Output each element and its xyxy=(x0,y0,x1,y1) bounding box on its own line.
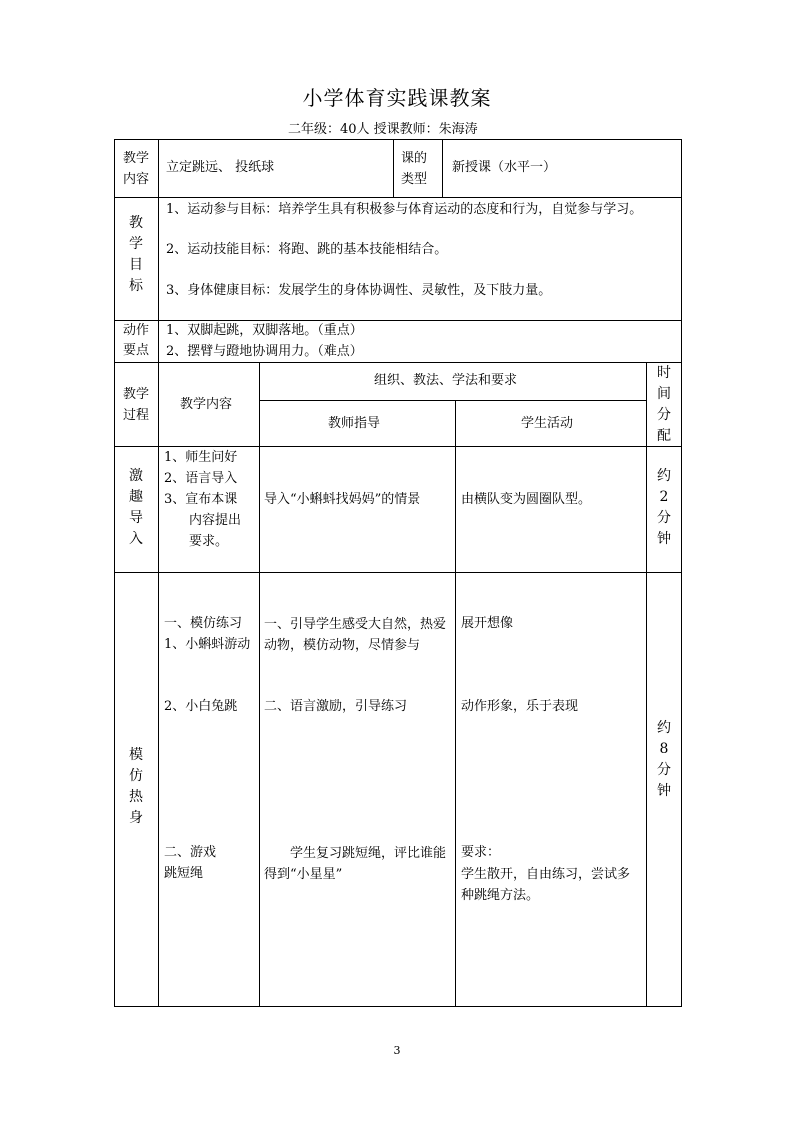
section2-time xyxy=(654,718,674,802)
section1-label-char: 趣 xyxy=(129,489,143,505)
section2-time-char: 分 xyxy=(657,762,671,778)
section2-teacher-c: 学生复习跳短绳，评比谁能得到“小星星” xyxy=(264,846,447,882)
section2-content-item: 1、小蝌蚪游动 xyxy=(164,637,251,652)
section1-student: 由横队变为圆圈队型。 xyxy=(461,492,592,507)
table-border xyxy=(114,139,115,1007)
content-value: 立定跳远、 投纸球 xyxy=(166,160,275,175)
section2-time-char: 钟 xyxy=(657,783,671,799)
section1-time-char: 2 xyxy=(659,489,669,505)
section1-time xyxy=(654,466,674,550)
time-header-char: 时 xyxy=(657,365,671,381)
section2-content-item: 跳短绳 xyxy=(164,866,204,881)
table-rule xyxy=(455,400,456,1007)
time-header-char: 间 xyxy=(657,386,671,402)
type-value: 新授课（水平一） xyxy=(452,160,557,175)
objectives-label-char: 标 xyxy=(129,278,143,294)
section1-time-char: 约 xyxy=(657,468,671,484)
section1-label xyxy=(126,466,146,550)
table-rule xyxy=(442,139,443,197)
objective-item: 2、运动技能目标：将跑、跳的基本技能相结合。 xyxy=(166,242,448,257)
section2-content-item: 二、游戏 xyxy=(164,845,217,860)
section2-label-char: 模 xyxy=(129,747,143,763)
section2-content-item: 2、小白兔跳 xyxy=(164,699,238,714)
page-number: 3 xyxy=(393,1044,401,1057)
page-title: 小学体育实践课教案 xyxy=(302,86,492,110)
table-rule xyxy=(393,139,394,197)
section1-content-item: 2、语言导入 xyxy=(164,471,238,486)
section1-content-item: 1、师生问好 xyxy=(164,450,238,465)
section1-label-char: 导 xyxy=(129,510,143,526)
section2-student-a: 展开想像 xyxy=(461,616,514,631)
objectives-label-char: 教 xyxy=(129,215,143,231)
section1-content-item: 要求。 xyxy=(189,534,229,549)
time-header-char: 分 xyxy=(657,407,671,423)
table-rule xyxy=(646,362,647,1007)
section2-label-char: 仿 xyxy=(129,768,143,784)
table-rule xyxy=(114,197,682,198)
keypoint-item: 1、双脚起跳，双脚落地。（重点） xyxy=(166,323,363,338)
section1-content-item: 3、宣布本课 xyxy=(164,492,238,507)
section2-time-char: 8 xyxy=(659,741,669,757)
type-label: 课的类型 xyxy=(401,151,428,187)
org-header: 组织、教法、学法和要求 xyxy=(374,373,518,388)
table-border xyxy=(681,139,682,1007)
table-rule xyxy=(158,362,159,1007)
section2-teacher-b: 二、语言激励，引导练习 xyxy=(264,699,408,714)
keypoint-item: 2、摆臂与蹬地协调用力。（难点） xyxy=(166,344,363,359)
time-header-char: 配 xyxy=(657,428,671,444)
content-header: 教学内容 xyxy=(180,397,233,412)
page-subtitle: 二年级：40人 授课教师：朱海涛 xyxy=(288,122,478,137)
section1-label-char: 激 xyxy=(129,468,143,484)
table-rule xyxy=(259,362,260,1007)
objectives-label xyxy=(126,213,146,297)
keypoints-label: 动作要点 xyxy=(122,323,149,358)
objectives-label-char: 目 xyxy=(129,257,143,273)
table-rule xyxy=(114,362,682,363)
section2-label-char: 身 xyxy=(129,810,143,826)
section2-time-char: 约 xyxy=(657,720,671,736)
section1-time-char: 钟 xyxy=(657,531,671,547)
objectives-label-char: 学 xyxy=(129,236,143,252)
process-header: 教学过程 xyxy=(122,387,149,423)
table-rule xyxy=(114,446,682,447)
table-rule xyxy=(114,572,682,573)
table-border xyxy=(114,139,682,140)
section1-label-char: 入 xyxy=(129,531,143,547)
section1-teacher: 导入“小蝌蚪找妈妈”的情景 xyxy=(264,492,421,507)
section2-teacher-a: 一、引导学生感受大自然，热爱动物，模仿动物，尽情参与 xyxy=(264,617,447,653)
teacher-header: 教师指导 xyxy=(328,416,381,431)
section2-label-char: 热 xyxy=(129,789,143,805)
section1-time-char: 分 xyxy=(657,510,671,526)
section2-student-b: 动作形象，乐于表现 xyxy=(461,699,579,714)
student-header: 学生活动 xyxy=(521,416,574,431)
section2-student-c2: 学生散开，自由练习，尝试多种跳绳方法。 xyxy=(461,867,631,903)
objective-item: 3、身体健康目标：发展学生的身体协调性、灵敏性，及下肢力量。 xyxy=(166,283,552,298)
time-header xyxy=(654,363,674,447)
section2-content-item: 一、模仿练习 xyxy=(164,616,243,631)
section1-content-item: 内容提出 xyxy=(189,513,242,528)
table-rule xyxy=(158,197,159,362)
section2-student-c1: 要求： xyxy=(461,845,501,860)
table-rule xyxy=(259,400,647,401)
table-rule xyxy=(158,139,159,197)
table-border xyxy=(114,1006,682,1007)
content-label: 教学内容 xyxy=(122,151,149,187)
section2-label xyxy=(126,745,146,829)
objective-item: 1、运动参与目标：培养学生具有积极参与体育运动的态度和行为，自觉参与学习。 xyxy=(166,202,643,217)
